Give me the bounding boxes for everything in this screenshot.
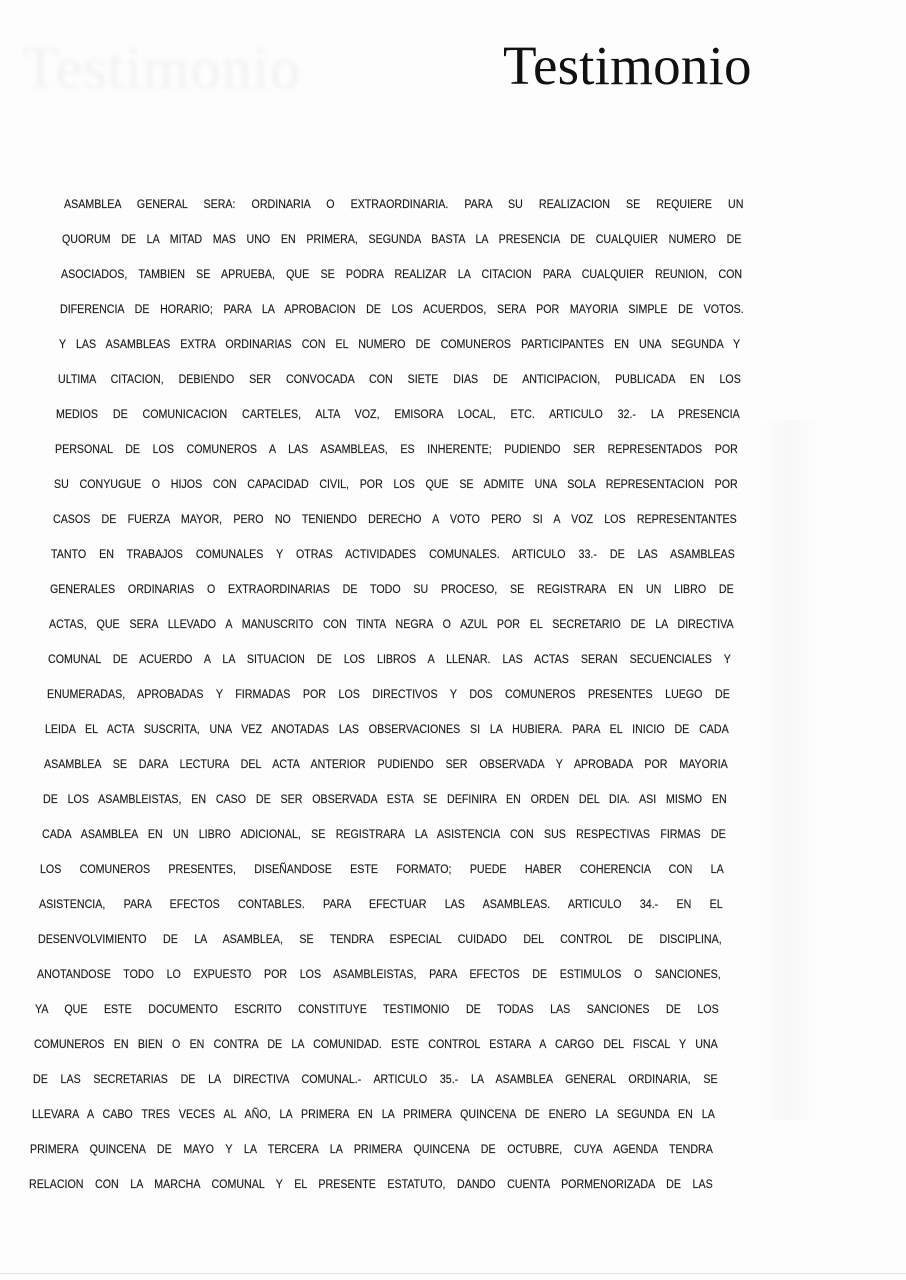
text-line: Y LAS ASAMBLEAS EXTRA ORDINARIAS CON EL NUMERO DE COMUNEROS PARTICIPANTES EN UNA SEGUNDA Y bbox=[59, 337, 741, 351]
text-line: ACTAS, QUE SERA LLEVADO A MANUSCRITO CON TINTA NEGRA O AZUL POR EL SECRETARIO DE LA DIRECTIVA bbox=[49, 617, 734, 631]
text-line: DE LOS ASAMBLEISTAS, EN CASO DE SER OBSERVADA ESTA SE DEFINIRA EN ORDEN DEL DIA. ASI MISMO EN bbox=[43, 792, 727, 806]
text-line: MEDIOS DE COMUNICACION CARTELES, ALTA VOZ, EMISORA LOCAL, ETC. ARTICULO 32.- LA PRESENCIA bbox=[56, 407, 740, 421]
text-line: LOS COMUNEROS PRESENTES, DISEÑANDOSE ESTE FORMATO; PUEDE HABER COHERENCIA CON LA bbox=[40, 862, 724, 876]
text-line: DE LAS SECRETARIAS DE LA DIRECTIVA COMUNAL.- ARTICULO 35.- LA ASAMBLEA GENERAL ORDINARIA, SE bbox=[33, 1072, 718, 1086]
bleed-through-title: Testimonio bbox=[22, 35, 302, 101]
text-line: COMUNAL DE ACUERDO A LA SITUACION DE LOS LIBROS A LLENAR. LAS ACTAS SERAN SECUENCIALES Y bbox=[48, 652, 731, 666]
text-line: ASAMBLEA SE DARA LECTURA DEL ACTA ANTERIOR PUDIENDO SER OBSERVADA Y APROBADA POR MAYORIA bbox=[44, 757, 728, 771]
text-line: PERSONAL DE LOS COMUNEROS A LAS ASAMBLEAS, ES INHERENTE; PUDIENDO SER REPRESENTADOS POR bbox=[55, 442, 738, 456]
text-line: PRIMERA QUINCENA DE MAYO Y LA TERCERA LA PRIMERA QUINCENA DE OCTUBRE, CUYA AGENDA TENDRA bbox=[30, 1142, 713, 1156]
text-line: DESENVOLVIMIENTO DE LA ASAMBLEA, SE TENDRA ESPECIAL CUIDADO DEL CONTROL DE DISCIPLINA, bbox=[38, 932, 722, 946]
text-line: CADA ASAMBLEA EN UN LIBRO ADICIONAL, SE REGISTRARA LA ASISTENCIA CON SUS RESPECTIVAS FIRMAS DE bbox=[42, 827, 726, 841]
text-line: LEIDA EL ACTA SUSCRITA, UNA VEZ ANOTADAS LAS OBSERVACIONES SI LA HUBIERA. PARA EL INICIO DE CADA bbox=[45, 722, 729, 736]
text-line: GENERALES ORDINARIAS O EXTRAORDINARIAS DE TODO SU PROCESO, SE REGISTRARA EN UN LIBRO DE bbox=[50, 582, 734, 596]
text-line: COMUNEROS EN BIEN O EN CONTRA DE LA COMUNIDAD. ESTE CONTROL ESTARA A CARGO DEL FISCAL Y UNA bbox=[34, 1037, 718, 1051]
text-line: ASAMBLEA GENERAL SERA: ORDINARIA O EXTRAORDINARIA. PARA SU REALIZACION SE REQUIERE UN bbox=[64, 197, 744, 211]
text-line: ASOCIADOS, TAMBIEN SE APRUEBA, QUE SE PODRA REALIZAR LA CITACION PARA CUALQUIER REUNION, CON bbox=[61, 267, 743, 281]
page-bottom-edge bbox=[0, 1273, 906, 1274]
text-line: ENUMERADAS, APROBADAS Y FIRMADAS POR LOS DIRECTIVOS Y DOS COMUNEROS PRESENTES LUEGO DE bbox=[47, 687, 730, 701]
text-line: ASISTENCIA, PARA EFECTOS CONTABLES. PARA EFECTUAR LAS ASAMBLEAS. ARTICULO 34.- EN EL bbox=[39, 897, 723, 911]
text-line: ANOTANDOSE TODO LO EXPUESTO POR LOS ASAMBLEISTAS, PARA EFECTOS DE ESTIMULOS O SANCIONES, bbox=[37, 967, 721, 981]
text-line: ULTIMA CITACION, DEBIENDO SER CONVOCADA CON SIETE DIAS DE ANTICIPACION, PUBLICADA EN LOS bbox=[58, 372, 741, 386]
text-line: LLEVARA A CABO TRES VECES AL AÑO, LA PRIMERA EN LA PRIMERA QUINCENA DE ENERO LA SEGUNDA EN LA bbox=[32, 1107, 715, 1121]
text-line: SU CONYUGUE O HIJOS CON CAPACIDAD CIVIL, POR LOS QUE SE ADMITE UNA SOLA REPRESENTACION POR bbox=[54, 477, 738, 491]
text-line: QUORUM DE LA MITAD MAS UNO EN PRIMERA, SEGUNDA BASTA LA PRESENCIA DE CUALQUIER NUMERO DE bbox=[62, 232, 742, 246]
text-line: RELACION CON LA MARCHA COMUNAL Y EL PRESENTE ESTATUTO, DANDO CUENTA PORMENORIZADA DE LAS bbox=[29, 1177, 713, 1191]
page-title: Testimonio bbox=[503, 35, 752, 96]
text-line: DIFERENCIA DE HORARIO; PARA LA APROBACION DE LOS ACUERDOS, SERA POR MAYORIA SIMPLE DE VOTOS. bbox=[60, 302, 744, 316]
text-line: YA QUE ESTE DOCUMENTO ESCRITO CONSTITUYE TESTIMONIO DE TODAS LAS SANCIONES DE LOS bbox=[35, 1002, 719, 1016]
scan-shadow bbox=[760, 420, 820, 1120]
text-line: TANTO EN TRABAJOS COMUNALES Y OTRAS ACTIVIDADES COMUNALES. ARTICULO 33.- DE LAS ASAMBLEAS bbox=[51, 547, 735, 561]
text-line: CASOS DE FUERZA MAYOR, PERO NO TENIENDO DERECHO A VOTO PERO SI A VOZ LOS REPRESENTANTES bbox=[53, 512, 737, 526]
